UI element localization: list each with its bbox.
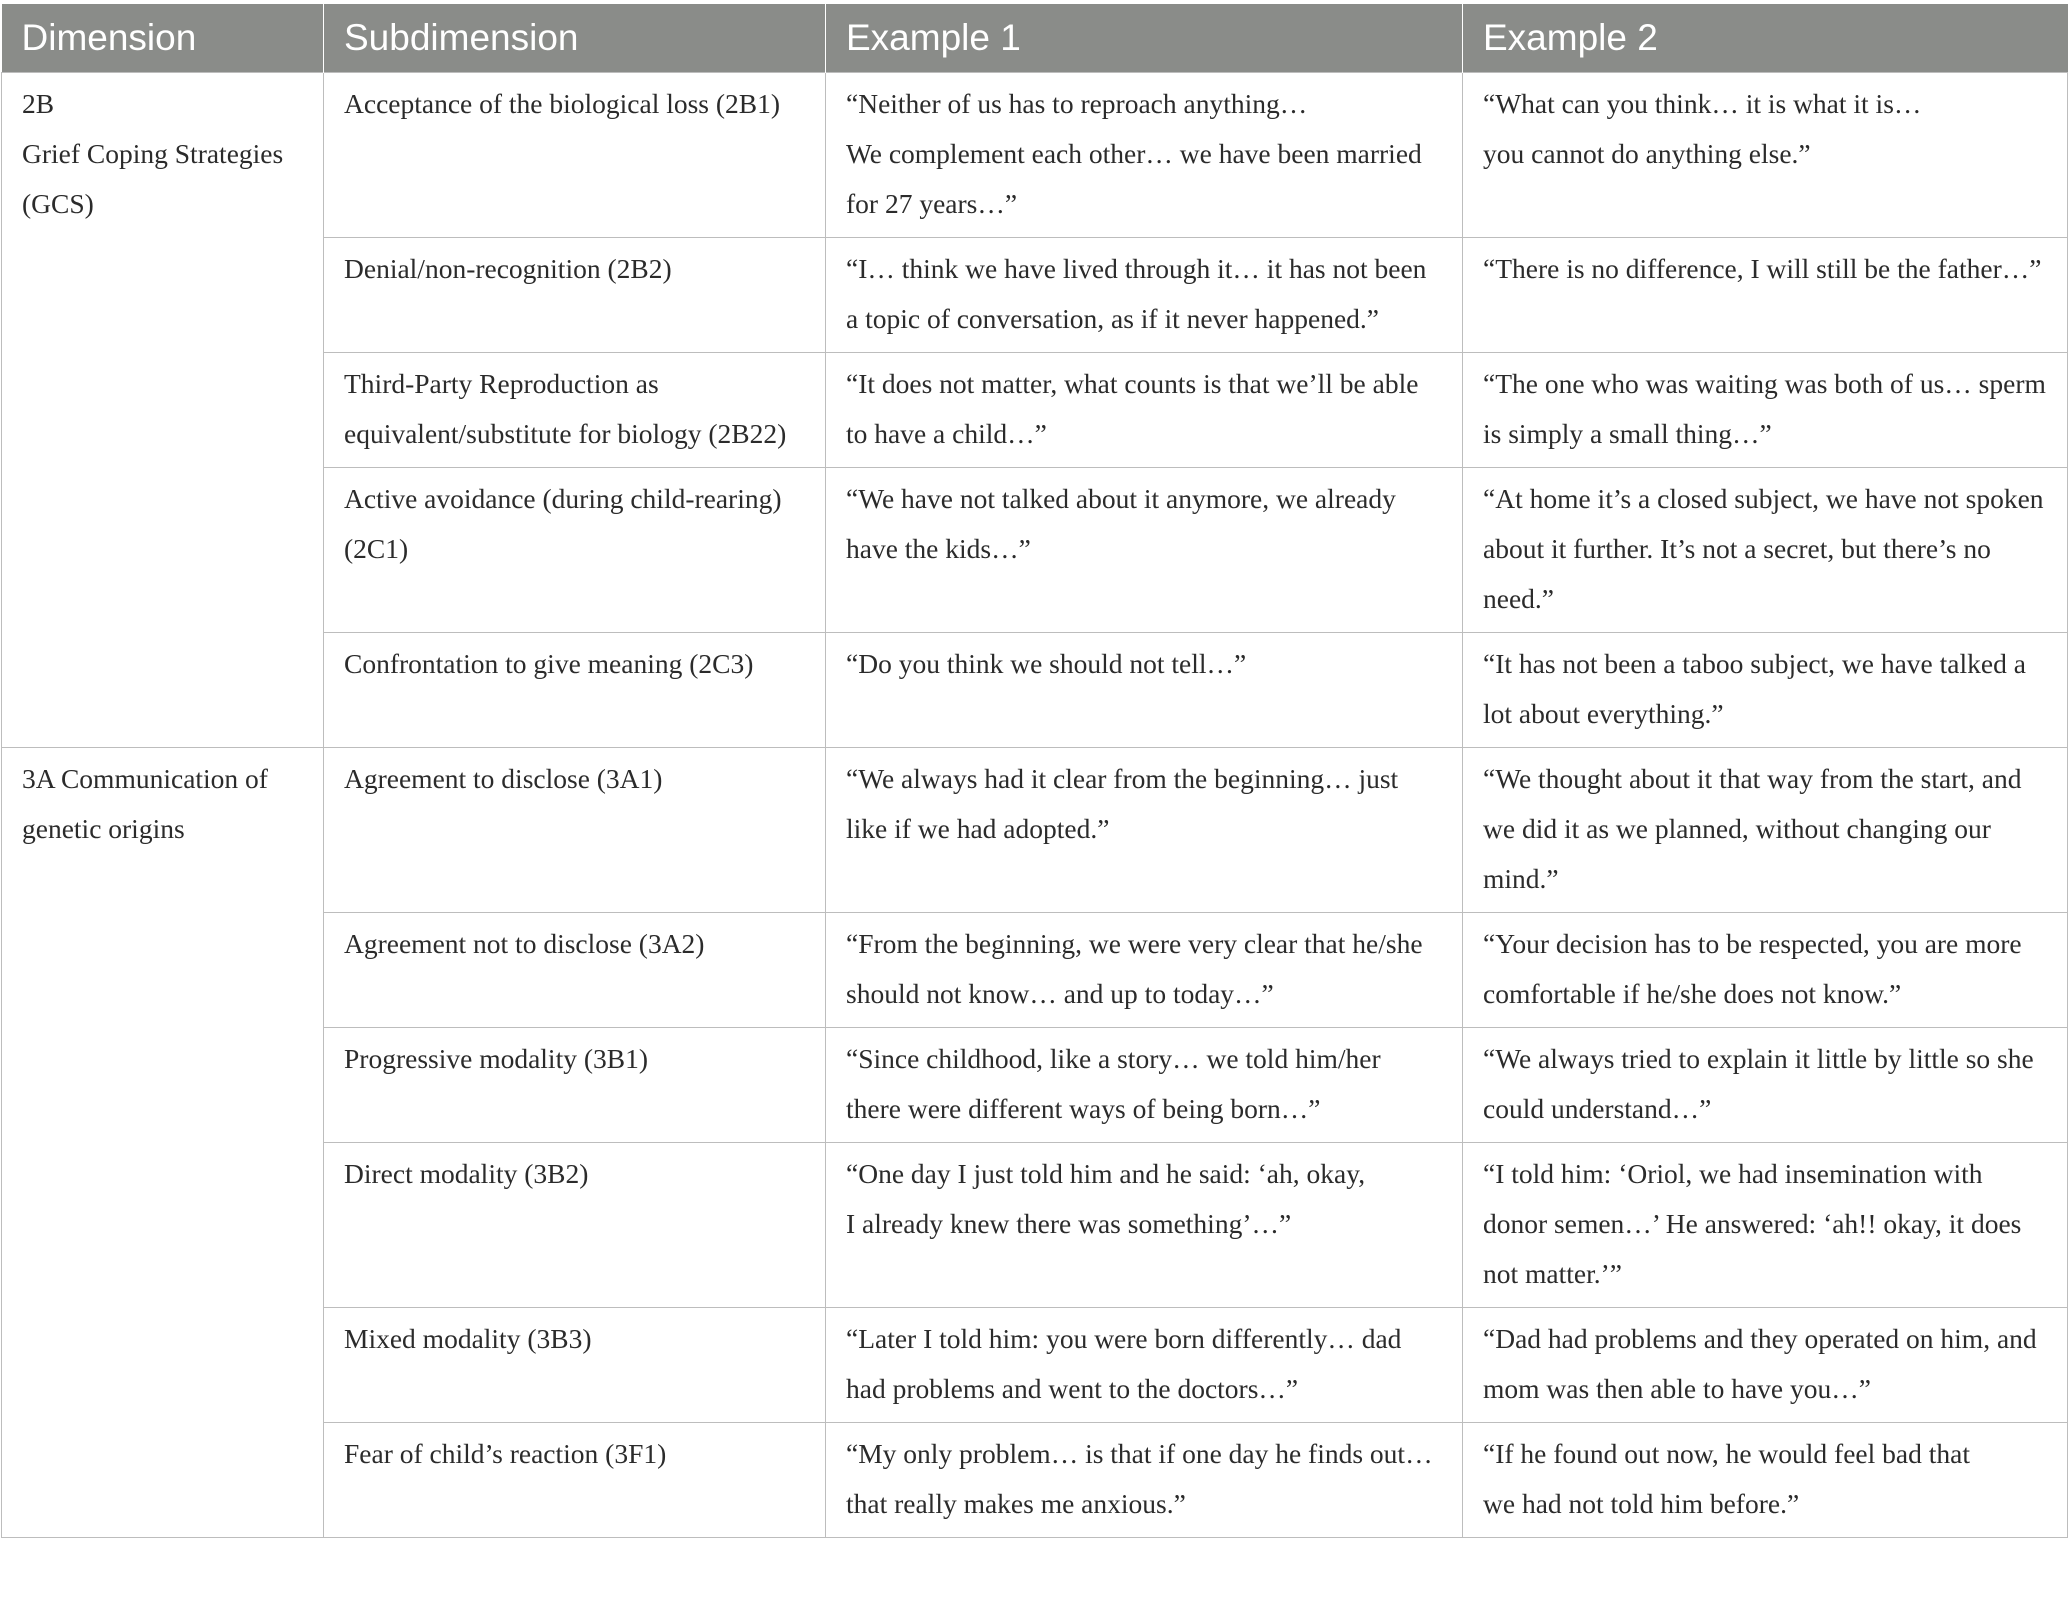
example-2-cell: “I told him: ‘Oriol, we had insemination with donor semen…’ He answered: ‘ah!! okay, it does not matter.’” <box>1463 1143 2068 1308</box>
subdimension-cell: Active avoidance (during child-rearing) (2C1) <box>324 468 826 633</box>
example-1-cell: “We always had it clear from the beginning… just like if we had adopted.” <box>826 748 1463 913</box>
table-row <box>2 748 2068 913</box>
example-2-text-cont: we had not told him before.” <box>1483 1488 1800 1519</box>
dimension-cell-3a <box>2 748 324 1538</box>
example-1-text: “One day I just told him and he said: ‘ah, okay, <box>846 1158 1366 1189</box>
dimension-code: 3A <box>22 763 55 794</box>
subdimension-cell: Agreement to disclose (3A1) <box>324 748 826 913</box>
example-2-cell <box>1463 1423 2068 1538</box>
subdimension-cell: Fear of child’s reaction (3F1) <box>324 1423 826 1538</box>
example-1-cell <box>826 1143 1463 1308</box>
subdimension-cell: Mixed modality (3B3) <box>324 1308 826 1423</box>
example-2-text: “What can you think… it is what it is… <box>1483 88 1922 119</box>
table-body <box>2 73 2068 1538</box>
table-header <box>2 4 2068 73</box>
example-1-text-cont: I already knew there was something’…” <box>846 1208 1292 1239</box>
example-1-cell: “From the beginning, we were very clear that he/she should not know… and up to today…” <box>826 913 1463 1028</box>
example-1-cell: “Later I told him: you were born differently… dad had problems and went to the doctors…” <box>826 1308 1463 1423</box>
example-1-text-cont: We complement each other… we have been married for 27 years…” <box>846 138 1422 219</box>
example-2-cell: “The one who was waiting was both of us… sperm is simply a small thing…” <box>1463 353 2068 468</box>
example-1-cell: “We have not talked about it anymore, we already have the kids…” <box>826 468 1463 633</box>
dimension-name: Communication of genetic origins <box>22 763 268 844</box>
header-example-2: Example 2 <box>1463 4 2068 73</box>
example-1-cell: “I… think we have lived through it… it has not been a topic of conversation, as if it never happened.” <box>826 238 1463 353</box>
header-subdimension: Subdimension <box>324 4 826 73</box>
example-1-cell: “It does not matter, what counts is that we’ll be able to have a child…” <box>826 353 1463 468</box>
example-1-cell: “Since childhood, like a story… we told him/her there were different ways of being born…” <box>826 1028 1463 1143</box>
header-example-1: Example 1 <box>826 4 1463 73</box>
dimension-code: 2B <box>22 88 55 119</box>
dimension-name: Grief Coping Strategies (GCS) <box>22 138 284 219</box>
example-2-cell: “There is no difference, I will still be the father…” <box>1463 238 2068 353</box>
example-2-text-cont: you cannot do anything else.” <box>1483 138 1811 169</box>
example-2-cell <box>1463 73 2068 238</box>
example-2-cell: “Your decision has to be respected, you are more comfortable if he/she does not know.” <box>1463 913 2068 1028</box>
example-1-text: “Neither of us has to reproach anything… <box>846 88 1308 119</box>
example-1-cell: “Do you think we should not tell…” <box>826 633 1463 748</box>
example-2-cell: “We thought about it that way from the start, and we did it as we planned, without changing our mind.” <box>1463 748 2068 913</box>
example-1-cell: “My only problem… is that if one day he finds out… that really makes me anxious.” <box>826 1423 1463 1538</box>
subdimension-cell: Direct modality (3B2) <box>324 1143 826 1308</box>
header-row <box>2 4 2068 73</box>
subdimension-cell: Acceptance of the biological loss (2B1) <box>324 73 826 238</box>
example-2-text: “If he found out now, he would feel bad that <box>1483 1438 1970 1469</box>
example-1-cell <box>826 73 1463 238</box>
dimension-cell-2b <box>2 73 324 748</box>
subdimension-cell: Third-Party Reproduction as equivalent/substitute for biology (2B22) <box>324 353 826 468</box>
subdimension-cell: Confrontation to give meaning (2C3) <box>324 633 826 748</box>
subdimension-cell: Agreement not to disclose (3A2) <box>324 913 826 1028</box>
example-2-cell: “We always tried to explain it little by little so she could understand…” <box>1463 1028 2068 1143</box>
example-2-cell: “Dad had problems and they operated on him, and mom was then able to have you…” <box>1463 1308 2068 1423</box>
table-row <box>2 73 2068 238</box>
subdimension-cell: Denial/non-recognition (2B2) <box>324 238 826 353</box>
subdimension-cell: Progressive modality (3B1) <box>324 1028 826 1143</box>
example-2-cell: “At home it’s a closed subject, we have not spoken about it further. It’s not a secret, but there’s no need.” <box>1463 468 2068 633</box>
header-dimension: Dimension <box>2 4 324 73</box>
coding-table <box>1 4 2068 1538</box>
example-2-cell: “It has not been a taboo subject, we have talked a lot about everything.” <box>1463 633 2068 748</box>
